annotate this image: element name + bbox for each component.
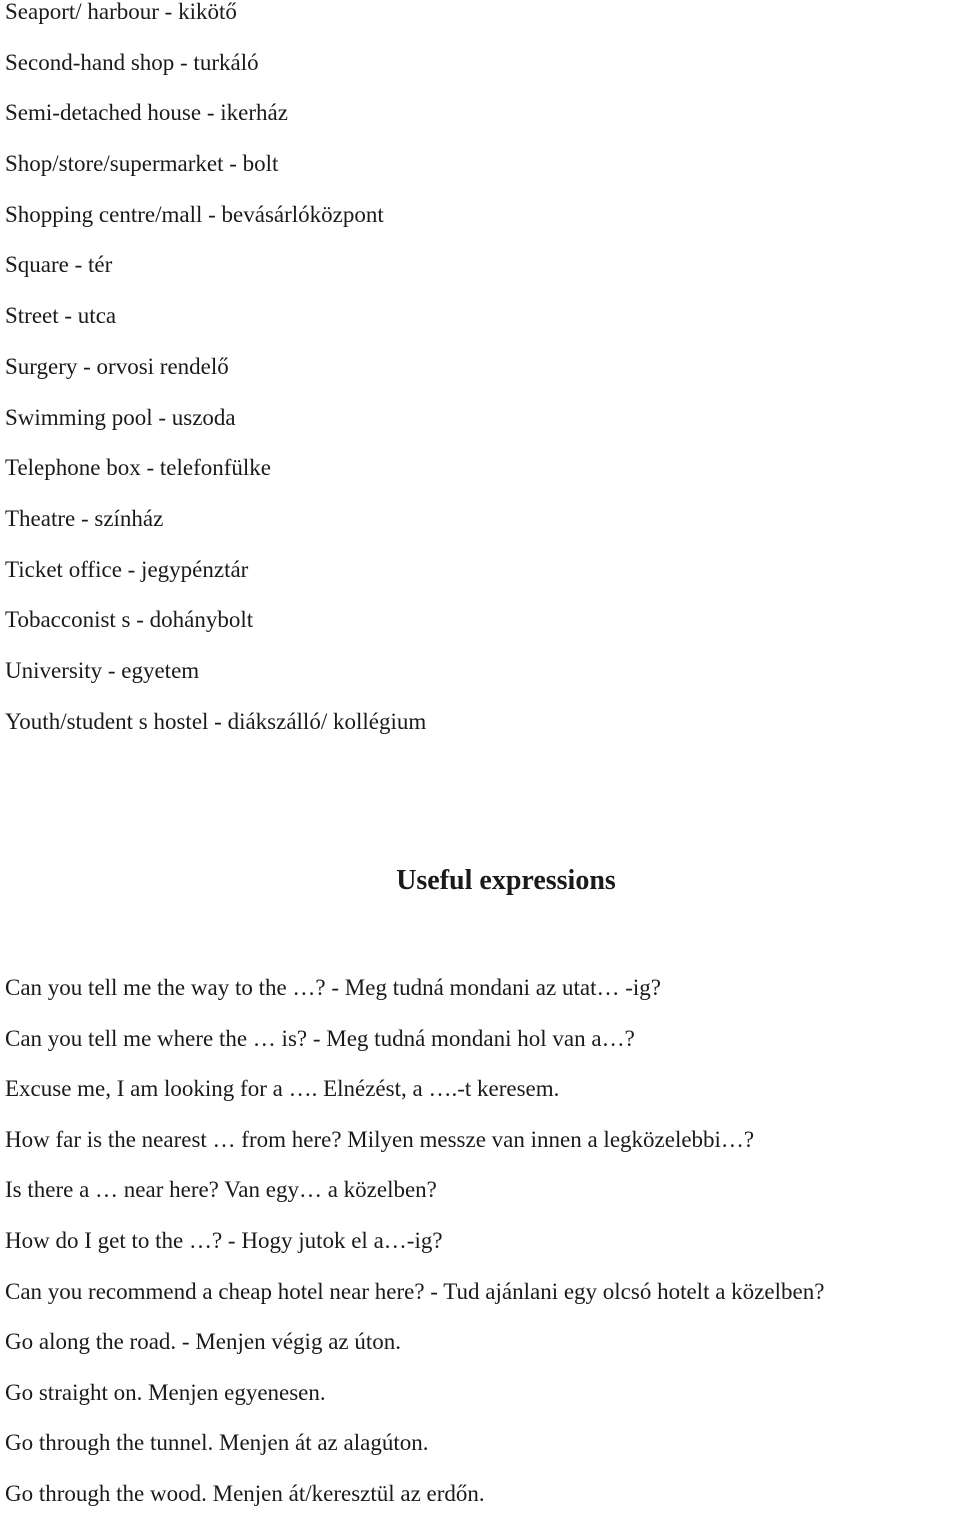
expressions-list: [5, 976, 955, 1533]
vocabulary-item: Swimming pool - uszoda: [5, 404, 236, 430]
vocabulary-item: Theatre - színház: [5, 505, 164, 531]
vocabulary-item: Shopping centre/mall - bevásárlóközpont: [5, 201, 384, 227]
section-heading: Useful expressions: [396, 865, 616, 896]
vocabulary-item: University - egyetem: [5, 657, 200, 683]
expression-item: Can you tell me where the … is? - Meg tudná mondani hol van a…?: [5, 1025, 635, 1051]
expression-item: Can you recommend a cheap hotel near here? - Tud ajánlani egy olcsó hotelt a közelben?: [5, 1278, 825, 1304]
vocabulary-item: Ticket office - jegypénztár: [5, 556, 249, 582]
expression-item: Go along the road. - Menjen végig az úton.: [5, 1329, 401, 1355]
vocabulary-item: Surgery - orvosi rendelő: [5, 353, 229, 379]
vocabulary-item: Telephone box - telefonfülke: [5, 455, 271, 481]
vocabulary-list: [5, 0, 945, 760]
expression-item: How far is the nearest … from here? Milyen messze van innen a legközelebbi…?: [5, 1126, 755, 1152]
expression-item: Go straight on. Menjen egyenesen.: [5, 1379, 326, 1405]
expression-item: How do I get to the …? - Hogy jutok el a…-ig?: [5, 1227, 443, 1253]
expression-item: Go through the wood. Menjen át/keresztül az erdőn.: [5, 1480, 485, 1506]
vocabulary-item: Youth/student s hostel - diákszálló/ kollégium: [5, 708, 427, 734]
vocabulary-item: Square - tér: [5, 252, 113, 278]
vocabulary-item: Semi-detached house - ikerház: [5, 100, 288, 126]
vocabulary-item: Second-hand shop - turkáló: [5, 49, 259, 75]
vocabulary-item: Seaport/ harbour - kikötő: [5, 0, 237, 24]
expression-item: Go through the tunnel. Menjen át az alagúton.: [5, 1430, 429, 1456]
expression-item: Excuse me, I am looking for a …. Elnézést, a ….-t keresem.: [5, 1076, 560, 1102]
vocabulary-item: Street - utca: [5, 303, 117, 329]
expression-item: Can you tell me the way to the …? - Meg tudná mondani az utat… -ig?: [5, 975, 661, 1000]
expression-item: Is there a … near here? Van egy… a közelben?: [5, 1177, 437, 1203]
vocabulary-item: Shop/store/supermarket - bolt: [5, 151, 279, 177]
vocabulary-item: Tobacconist s - dohánybolt: [5, 607, 254, 633]
